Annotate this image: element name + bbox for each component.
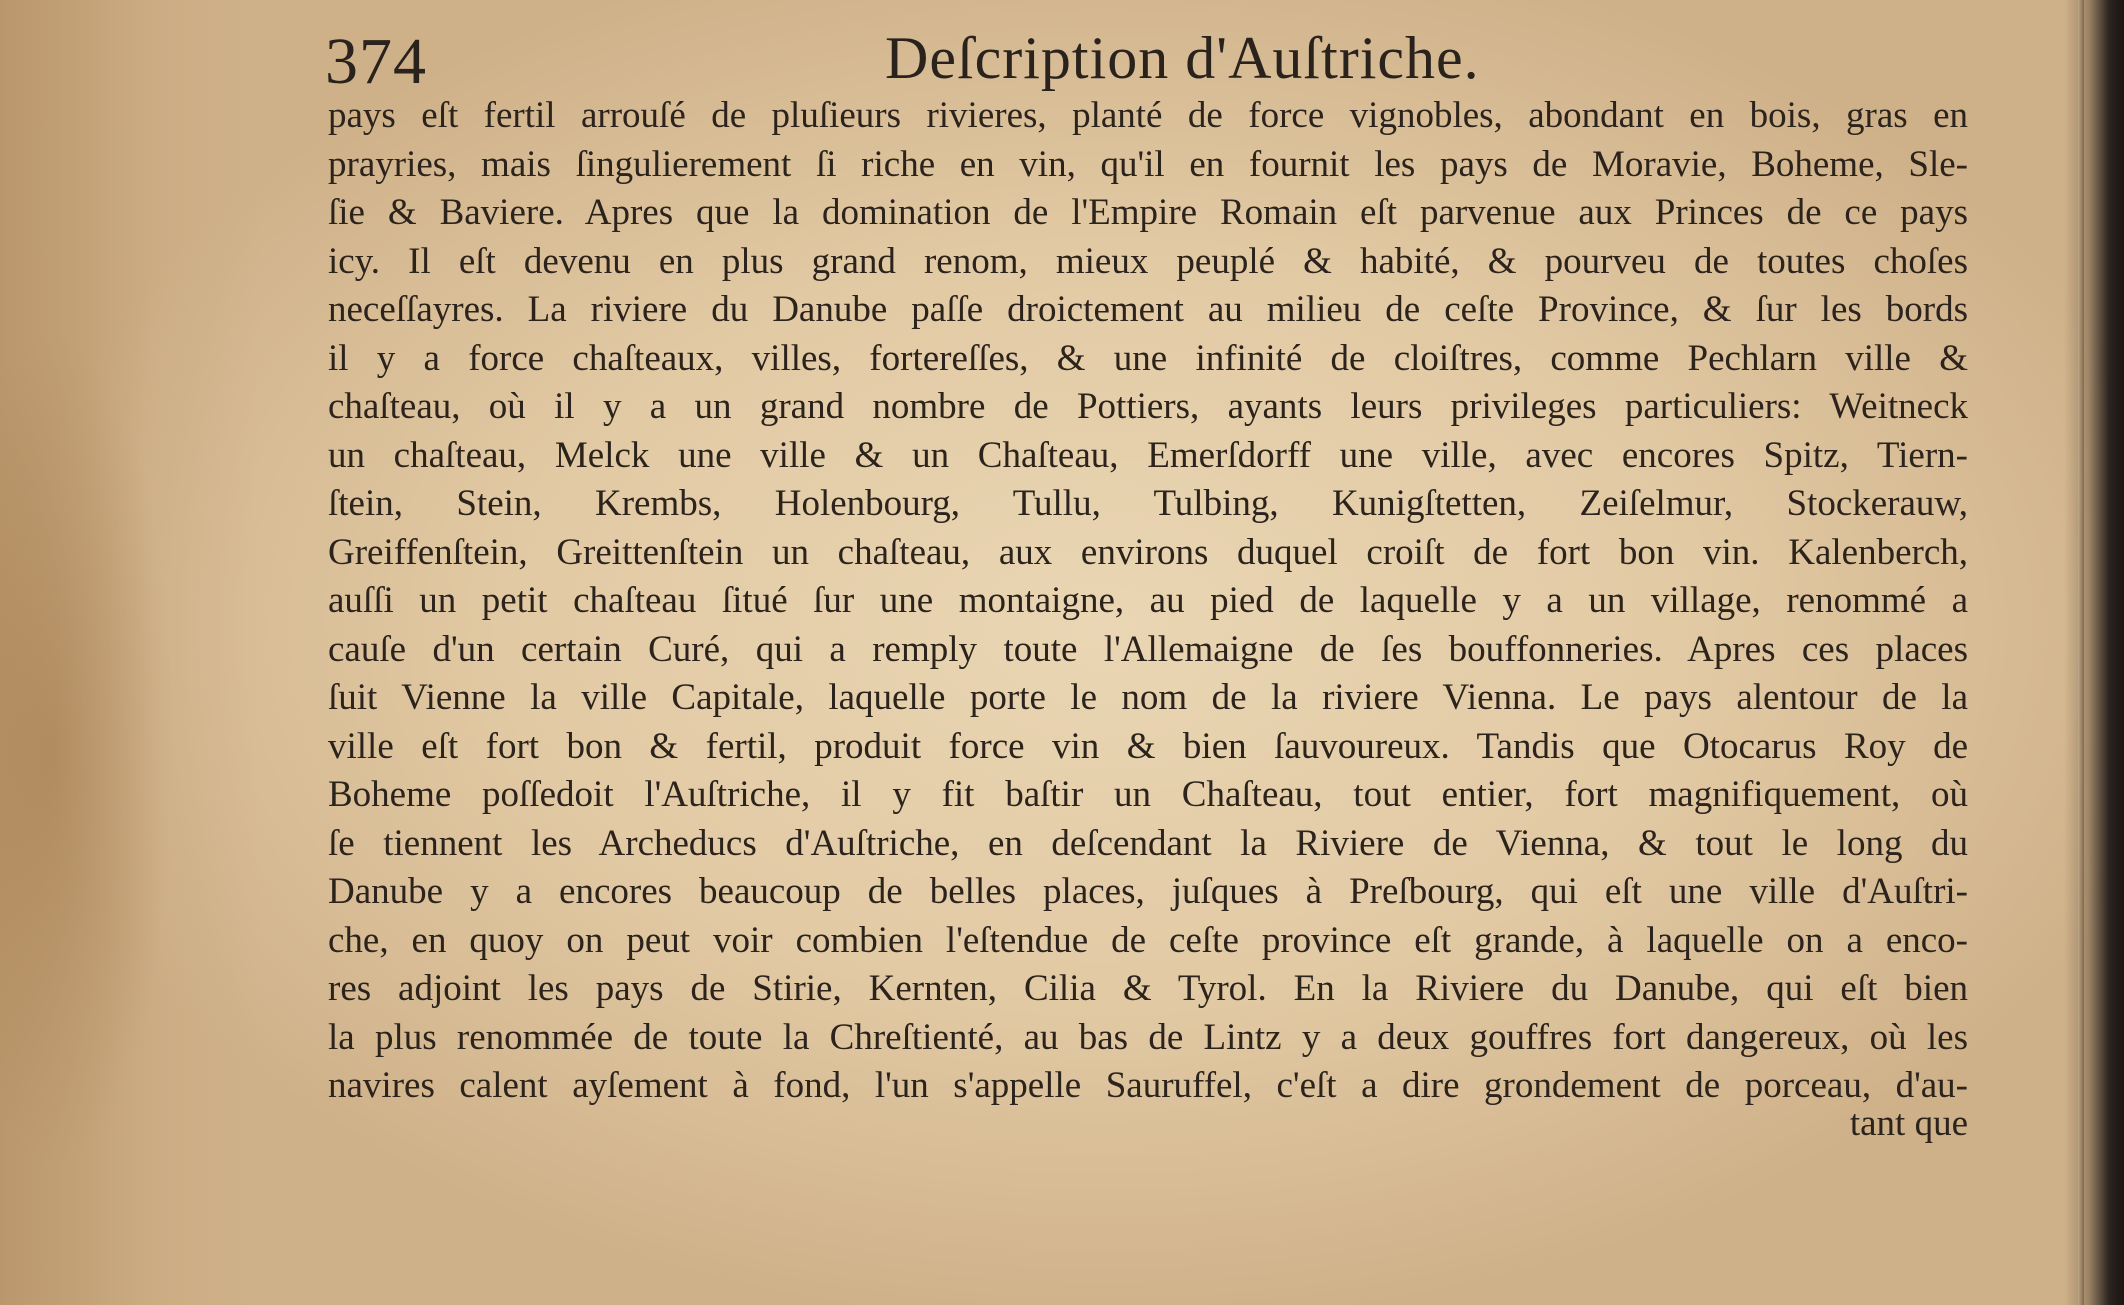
text-line: la plus renommée de toute la Chreſtienté, au bas de Lintz y a deux gouffres fort dangereux, où les (328, 1016, 1968, 1058)
text-line: res adjoint les pays de Stirie, Kernten, Cilia & Tyrol. En la Riviere du Danube, qui eſt bien (328, 968, 1968, 1009)
text-line: ſuit Vienne la ville Capitale, laquelle porte le nom de la riviere Vienna. Le pays alentour de la (328, 677, 1968, 718)
binding-gutter (2064, 0, 2124, 1305)
page-stain-blot (0, 300, 180, 1200)
page-header (325, 18, 1975, 98)
text-line: navires calent ayſement à fond, l'un s'appelle Sauruffel, c'eſt a dire grondement de porceau, d'au- (328, 1065, 1968, 1106)
text-line: neceſſayres. La riviere du Danube paſſe droictement au milieu de ceſte Province, & ſur les bords (328, 289, 1968, 330)
text-line: ſie & Baviere. Apres que la domination de l'Empire Romain eſt parvenue aux Princes de ce pays (328, 192, 1968, 233)
text-line: ville eſt fort bon & fertil, produit force vin & bien ſauvoureux. Tandis que Otocarus Roy de (328, 725, 1968, 767)
body-text (328, 92, 1968, 1111)
text-line: cauſe d'un certain Curé, qui a remply toute l'Allemaigne de ſes bouffonneries. Apres ces places (328, 628, 1968, 670)
text-line: chaſteau, où il y a un grand nombre de Pottiers, ayants leurs privileges particuliers: Weitneck (328, 386, 1968, 427)
text-line: auſſi un petit chaſteau ſitué ſur une montaigne, au pied de laquelle y a un village, renommé a (328, 580, 1968, 621)
text-line: pays eſt fertil arrouſé de pluſieurs rivieres, planté de force vignobles, abondant en bois, gras en (328, 95, 1968, 136)
text-line: prayries, mais ſingulierement ſi riche en vin, qu'il en fournit les pays de Moravie, Boheme, Sle- (328, 143, 1968, 185)
text-line: Danube y a encores beaucoup de belles places, juſques à Preſbourg, qui eſt une ville d'Auſtri- (328, 871, 1968, 912)
text-line: icy. Il eſt devenu en plus grand renom, mieux peuplé & habité, & pourveu de toutes choſes (328, 240, 1968, 282)
running-head: Deſcription d'Auſtriche. (885, 25, 1480, 91)
catchword: tant que (1849, 1103, 1968, 1144)
text-line: ſtein, Stein, Krembs, Holenbourg, Tullu, Tulbing, Kunigſtetten, Zeiſelmur, Stockerauw, (328, 483, 1968, 524)
page-number: 374 (325, 25, 427, 98)
text-line: Boheme poſſedoit l'Auſtriche, il y fit baſtir un Chaſteau, tout entier, fort magnifiquement, où (328, 774, 1968, 815)
text-line: Greiffenſtein, Greittenſtein un chaſteau, aux environs duquel croiſt de fort bon vin. Kalenberch, (328, 531, 1968, 573)
text-line: che, en quoy on peut voir combien l'eſtendue de ceſte province eſt grande, à laquelle on a enco- (328, 919, 1968, 961)
text-line: un chaſteau, Melck une ville & un Chaſteau, Emerſdorff une ville, avec encores Spitz, Tiern- (328, 434, 1968, 476)
text-line: ſe tiennent les Archeducs d'Auſtriche, en deſcendant la Riviere de Vienna, & tout le long du (328, 822, 1968, 864)
text-line: il y a force chaſteaux, villes, fortereſſes, & une infinité de cloiſtres, comme Pechlarn ville & (328, 337, 1968, 379)
